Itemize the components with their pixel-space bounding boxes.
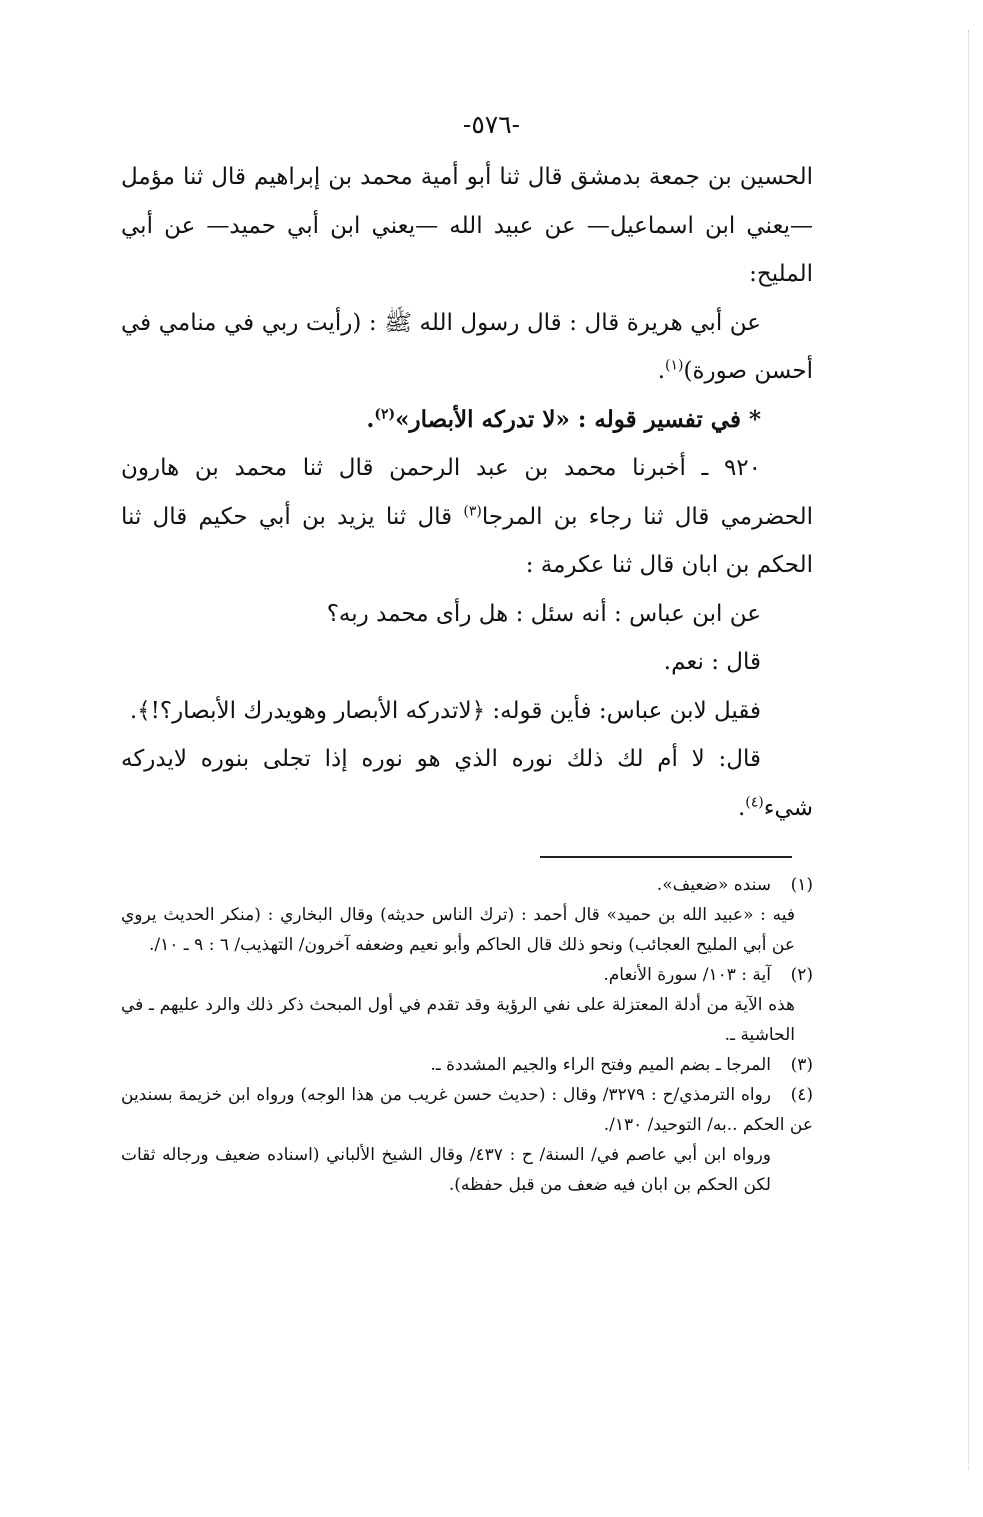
- paragraph-hadith-920: [121, 444, 813, 590]
- footnote-4-continued: ورواه ابن أبي عاصم في/ السنة/ ح : ٤٣٧/ وقال الشيخ الألباني (اسناده ضعيف ورجاله ثقات لكن الحكم بن ابان فيه ضعف من قبل حفظه).: [121, 1145, 771, 1195]
- hadith-text: عن أبي هريرة قال : قال رسول الله ﷺ : (رأيت ربي في منامي في أحسن صورة): [121, 309, 813, 384]
- footnote-3: [121, 1050, 813, 1080]
- page-edge-line: [967, 30, 969, 1470]
- footnote-number: (١): [790, 875, 813, 895]
- section-heading-text: * في تفسير قوله : «لا تدركه الأبصار»: [395, 405, 761, 433]
- hadith-920-part-1: ٩٢٠ ـ أخبرنا محمد بن عبد الرحمن قال ثنا محمد بن هارون الحضرمي قال ثنا رجاء بن المرجا: [121, 455, 813, 530]
- paragraph-final-answer: قال: لا أم لك ذلك نوره الذي هو نوره إذا تجلى بنوره لايدركه شيء$^{(٤)}$.: [121, 746, 813, 821]
- footnote-2-continued: هذه الآية من أدلة المعتزلة على نفي الرؤية وقد تقدم في أول المبحث ذكر ذلك والرد عليهم ـ في الحاشية ـ.: [121, 995, 795, 1045]
- footnote-ref-3: (٣): [463, 502, 482, 519]
- final-answer-text: قال: لا أم لك ذلك نوره الذي هو نوره إذا تجلى بنوره لايدركه شيء: [121, 746, 813, 821]
- footnote-ref-2: (٢): [374, 405, 396, 422]
- footnote-text: سنده «ضعيف».: [656, 875, 771, 895]
- footnote-number: (٢): [790, 965, 813, 985]
- footnote-1: [121, 870, 813, 900]
- paragraph-hadith-abu-hurayra: عن أبي هريرة قال : قال رسول الله ﷺ : (رأيت ربي في منامي في أحسن صورة)$^{(١)}$.: [121, 309, 813, 384]
- footnote-text: آية : ١٠٣/ سورة الأنعام.: [603, 965, 771, 985]
- footnote-number: (٤): [790, 1085, 814, 1105]
- footnotes: [121, 870, 813, 1200]
- footnote-1-continued: فيه : «عبيد الله بن حميد» قال أحمد : (ترك الناس حديثه) وقال البخاري : (منكر الحديث يروي عن أبي المليح العجائب) ونحو ذلك قال الحاكم وأبو نعيم وضعفه آخرون/ التهذيب/ ٦ : ٩ ـ ١٠/.: [121, 905, 795, 955]
- footnote-number: (٣): [790, 1055, 813, 1075]
- paragraph-isnad-continued: الحسين بن جمعة بدمشق قال ثنا أبو أمية محمد بن إبراهيم قال ثنا مؤمل —يعني ابن اسماعيل— عن عبيد الله —يعني ابن أبي حميد— عن أبي المليح:: [121, 164, 813, 287]
- footnote-ref-1: (١): [665, 357, 684, 374]
- page-number: -٥٧٦-: [462, 110, 521, 139]
- paragraph-ibn-abbas-question: عن ابن عباس : أنه سئل : هل رأى محمد ربه؟: [326, 600, 761, 627]
- footnote-text: رواه الترمذي/ح : ٣٢٧٩/ وقال : (حديث حسن غريب من هذا الوجه) ورواه ابن خزيمة بسندين عن الحكم ..به/ التوحيد/ ١٣٠/.: [121, 1085, 813, 1135]
- footnote-4: [121, 1080, 813, 1140]
- footnote-text: المرجا ـ بضم الميم وفتح الراء والجيم المشددة ـ.: [430, 1055, 771, 1075]
- footnote-ref-4: (٤): [745, 793, 764, 810]
- paragraph-objection: فقيل لابن عباس: فأين قوله: ﴿لاتدركه الأبصار وهويدرك الأبصار؟!﴾.: [129, 697, 761, 724]
- main-text: [121, 153, 813, 832]
- footnote-separator: [540, 856, 792, 858]
- paragraph-answer-yes: قال : نعم.: [663, 649, 761, 675]
- footnote-2: [121, 960, 813, 990]
- section-heading: * في تفسير قوله : «لا تدركه الأبصار»$^{(٢)}$.: [366, 405, 761, 433]
- hadith-920-part-2: قال ثنا يزيد بن أبي حكيم قال ثنا الحكم بن ابان قال ثنا عكرمة :: [121, 503, 813, 578]
